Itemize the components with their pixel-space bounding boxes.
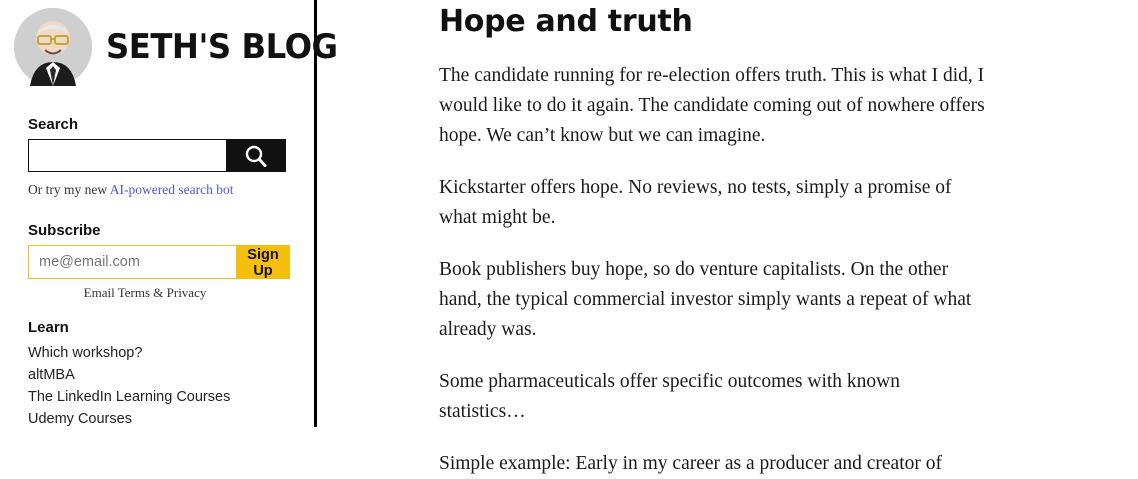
post-paragraph: Simple example: Early in my career as a producer and creator of [439, 453, 942, 474]
avatar [14, 8, 92, 86]
ai-search-hint-prefix: Or try my new [28, 182, 110, 197]
main-content [317, 0, 1138, 474]
post-paragraph: Kickstarter offers hope. No reviews, no tests, simply a promise of what might be. [439, 177, 952, 228]
post-paragraph: The candidate running for re-election offers truth. This is what I did, I would like to do it again. The candidate coming out of nowhere offers hope. We can’t know but we can imagine. [439, 65, 985, 146]
ai-search-bot-link[interactable]: AI-powered search bot [109, 182, 234, 197]
search-row [28, 139, 286, 172]
post-paragraph: Book publishers buy hope, so do venture capitalists. On the other hand, the typical commercial investor simply wants a repeat of what already was. [439, 259, 972, 340]
learn-list [0, 342, 314, 430]
email-terms-link[interactable]: Email Terms & Privacy [83, 285, 207, 300]
post-body [439, 61, 988, 479]
sidebar [0, 0, 338, 427]
search-label: Search [28, 116, 79, 133]
subscribe-label: Subscribe [28, 222, 101, 239]
site-brand[interactable] [0, 0, 338, 86]
learn-section [0, 319, 314, 430]
search-input[interactable] [28, 139, 226, 172]
search-button[interactable] [226, 139, 286, 172]
subscribe-section [0, 222, 314, 301]
list-item[interactable]: altMBA [28, 367, 75, 383]
email-field[interactable] [28, 245, 236, 279]
sign-up-button[interactable]: Sign Up [236, 245, 290, 279]
page-title: Hope and truth [439, 4, 693, 39]
list-item[interactable]: Udemy Courses [28, 411, 132, 427]
search-icon [243, 143, 269, 169]
post-paragraph: Some pharmaceuticals offer specific outcomes with known statistics… [439, 371, 901, 422]
list-item[interactable]: The LinkedIn Learning Courses [28, 389, 231, 405]
subscribe-row [28, 245, 290, 279]
site-title: SETH'S BLOG [106, 27, 338, 67]
list-item[interactable]: Which workshop? [28, 345, 143, 361]
learn-label: Learn [28, 319, 69, 336]
ai-search-hint [28, 182, 314, 198]
search-section [0, 116, 314, 198]
